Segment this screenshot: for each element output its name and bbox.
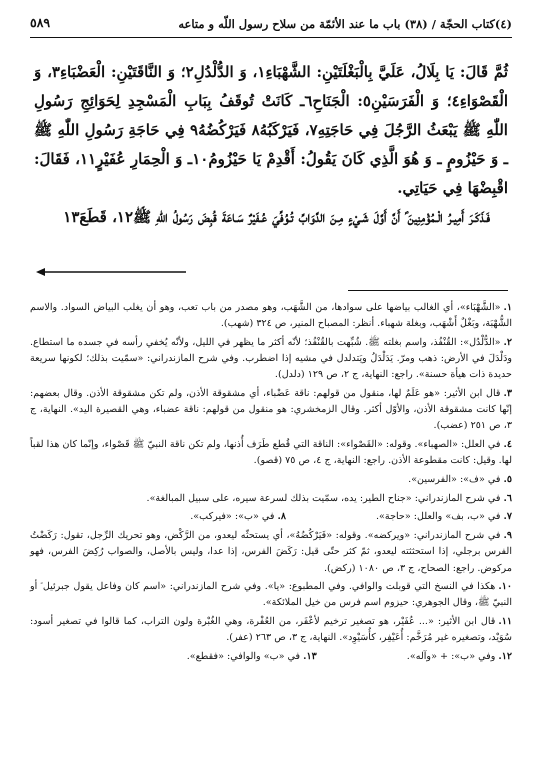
footnote-text: في «ب، بف» والعلل: «حاجة». [376,511,501,523]
footnote [376,509,512,525]
footnote-number: ٢. [503,336,512,348]
footnote [30,579,512,611]
footnote-text: في العلل: «الصهباء». وقوله: «القَصْواء»: الناقة التي قُطع طَرَف أُذنها، ولم تكن ناقة النبيّ ﷺ قَصْواء، وإنّما كان هذا لقباً لها. وقيل: كانت مقطوعة الأذن. راجع: النهاية، ج ٤، ص ٧٥ (قصو). [30,439,512,467]
footnote [30,300,512,332]
footnote-number: ١٢. [498,651,512,663]
main-text [34,58,508,232]
footnote-text: وفي «ب»: + «وآله». [406,651,496,663]
footnote-text: في «ب»: «فيركب». [190,511,275,523]
footnote-text: قال ابن الأثير: «... عُفَيْر، هو تصغير ترخيم لأعْفَر، من العُفْرة، وهي الغُبْرة ولون التراب، كما قالوا في تصغير أسود: سُوَيْد، وتصغيره غير مُرَخَّم: أُعَيْفِر، كأُسَيْوِد». النهاية، ج ٣، ص ٢٦٣ (عفر). [30,616,512,644]
footnote [30,472,512,488]
footnote-pair [30,509,512,525]
footnote-text: هكذا في النسخ التي قوبلت والوافي. وفي المطبوع: «يا». وفي شرح المازندراني: «اسم كان وفاعل يقول جبرئيل ؑ أو النبيّ ﷺ، وقال الجوهري: حيزوم اسم فرس من خيل الملائكة». [30,581,512,609]
footnote [30,528,512,577]
footnote-number: ٥. [503,474,512,486]
footnote-text: قال ابن الأثير: «هو عَلَمٌ لها، منقول من قولهم: ناقة عَضْباء، أي مشقوقة الأذن، ولم تكن مشقوقة الأذن. وقال بعضهم: إنّها كانت مشقوقة الأذن، والأوّل أكثر. وقال الزمخشري: هو منقول من قولهم: ناقة عضباء، وهي القصيرة اليد». النهاية، ج ٣، ص ٢٥١ (عضب). [30,388,512,432]
footnote [30,335,512,384]
footnote-text: في شرح المازندراني: «ويركضه». وقوله: «فَيَرْكُضُهُ»، أي يستحثّه ليعدو، من الرَّكْض، وهو تحريك الرِّجل، تقول: رَكَضْتُ الفرس برجلي، إذا استحثثته ليعدو، ثمّ كثر حتّى قيل: رَكَضَ الفرس، إذا عدا، وليس بالأصل، والصواب رُكِضَ الفرس، فهو مركوض. راجع: الصحاح، ج ٣، ص ١٠٨٠ (ركض). [30,530,512,574]
footnote-number: ١. [503,302,512,313]
hadith-paragraph: ثُمَّ قَالَ: يَا بِلَالُ، عَلَيَّ بِالْبَغْلَتَيْنِ: الشَّهْبَاءِ١، وَ الدُّلْدُلِ٢؛ وَ النَّاقَتَيْنِ: الْعَضْبَاءِ٣، وَ الْقَصْوَاءِ٤؛ وَ الْفَرَسَيْنِ٥: الْجَنَاحِ٦ـ كَانَتْ تُوقَفُ بِبَابِ الْمَسْجِدِ لِحَوَائِجِ رَسُولِ اللّٰهِ ﷺ يَبْعَثُ الرَّجُلَ فِي حَاجَتِهِ٧، فَيَرْكَبُهُ٨ فَيَرْكُضُهُ٩ فِي حَاجَةِ رَسُولِ اللّٰهِ ﷺ ـ وَ حَيْزُومٍ ـ وَ هُوَ الَّذِي كَانَ يَقُولُ: أَقْدِمْ يَا حَيْزُومُ١٠ـ وَ الْحِمَارِ عُفَيْرٍ١١، فَقَالَ: اقْبِضْهَا فِي حَيَاتِي. [34,63,509,197]
footnote-number: ٧. [503,511,512,523]
footnote [30,386,512,435]
hadith-paragraph: فَـذَكَـرَ أَمِيـرُ الْـمُؤْمِنِينَ ؑ أَنَّ أَوَّلَ شَـيْءٍ مِـنَ الدَّوَابِّ تُـوُفِّيَ عُـفَيْرٌ سَـاعَةَ قُبِضَ رَسُولُ اللّٰهِ ﷺ١٢، قَطَعَ١٣ [63,208,490,226]
footnote-text: «الشَّهْبَاء»، أي الغالب بياضها على سوادها، من الشَّهَب، وهو مصدر من باب تعب، وهو أن يغلب البياض السواد. والاسم الشُّهْبَة، وبَغْلٌ أَشْهَب، وبغلة شهباء. أنظر: المصباح المنير، ص ٣٢٤ (شهب). [30,302,512,330]
chapter-title: (٤)كتاب الحجّة / (٣٨) باب ما عند الأئمّة من سلاح رسول اللّه و متاعه [178,17,512,31]
footnote-number: ١٣. [303,651,317,663]
footnote-number: ١١. [498,616,512,628]
footnote-number: ٦. [503,492,512,504]
footnote-text: في «ف»: «الفرسين». [408,474,501,486]
footnotes [30,300,512,668]
footnote-number: ٩. [503,530,512,542]
running-header [30,12,512,36]
footnote-text: في شرح المازندراني: «جناح الطير: يده، سمّيت بذلك لسرعة سيره، على سبيل المبالغة». [146,492,501,504]
footnote [30,491,512,507]
header-divider [30,37,512,38]
footnote [190,509,286,525]
footnotes-divider [348,290,508,291]
footnote [407,649,512,665]
footnote-pair [30,649,512,665]
footnote-text: في «ب» والوافي: «فقطع». [186,651,301,663]
footnote [187,649,317,665]
continuation-arrow-icon [36,267,186,277]
footnote-number: ٨. [277,511,286,523]
footnote-number: ٣. [503,388,512,400]
footnote-text: «الدُّلْدُل»: القُنْفُذ، واسم بغلته ﷺ. شُبِّهت بالقُنْفُذ؛ لأنّه أكثر ما يظهر في الليل، ولأنّه يُخفي رأسه في جسده ما استطاع. ودَلْدَلَ في الأرض: ذهب ومرّ. يَدَلْدَلُ ويَتدلدل في مشيه إذا اضطرب. وفي شرح المازندراني: «سمّيت بذلك؛ لكونها سريعة حديدة ذات هيأة حسنة». راجع: النهاية، ج ٢، ص ١٢٩ (دلدل). [30,336,512,381]
footnote [30,437,512,469]
footnote [30,614,512,646]
page-number: ٥٨٩ [30,15,51,30]
footnote-number: ١٠. [498,581,512,593]
footnote-number: ٤. [503,439,512,451]
